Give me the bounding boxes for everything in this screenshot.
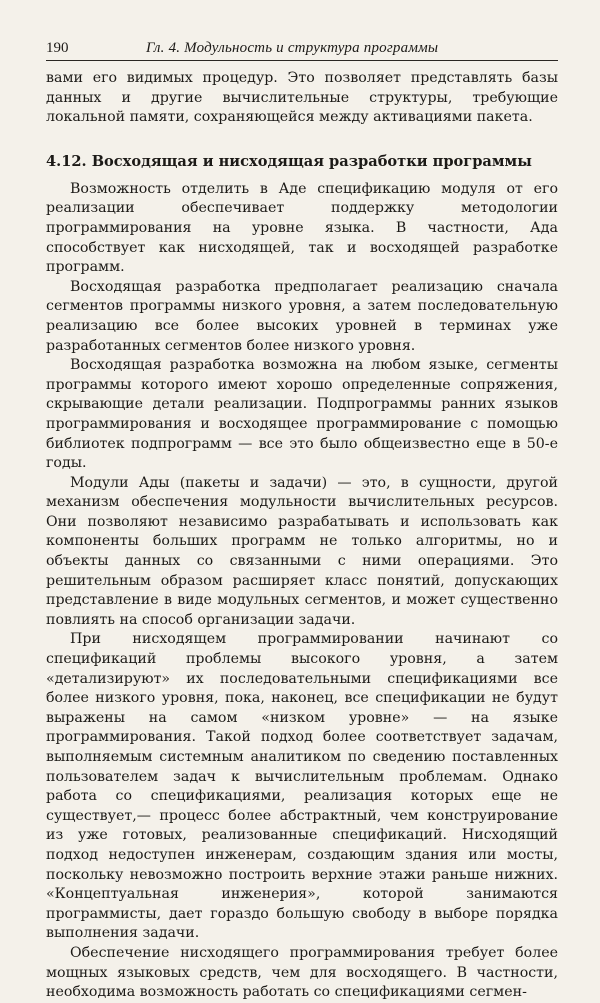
book-page (46, 40, 558, 1003)
paragraph: Восходящая разработка возможна на любом языке, сегменты программы которого имеют хорошо определенные сопряжения, скрывающие детали реализации. Подпрограммы ранних языков программирования и восходящее программирование с помощью библиотек подпрограмм — все это было общеизвестно еще в 50-е годы. (46, 357, 558, 472)
paragraph: При нисходящем программировании начинают со спецификаций проблемы высокого уровня, а затем «детализируют» их последовательными спецификациями все более низкого уровня, пока, наконец, все спецификации не будут выражены на самом «низком уровне» — на языке программирования. Такой подход более соответствует задачам, выполняемым системным аналитиком по сведению поставленных пользователем задач к вычислительным проблемам. Однако работа со спецификациями, реализация которых еще не существует,— процесс более абстрактный, чем конструирование из уже готовых, реализованные спецификаций. Нисходящий подход недоступен инженерам, создающим здания или мосты, поскольку невозможно построить верхние этажи раньше нижних. «Концептуальная инженерия», которой занимаются программисты, дает гораздо большую свободу в выборе порядка выполнения задачи. (46, 631, 558, 942)
paragraph: Модули Ады (пакеты и задачи) — это, в сущности, другой механизм обеспечения модульности вычислительных ресурсов. Они позволяют независимо разрабатывать и использовать как компоненты больших программ не только алгоритмы, но и объекты данных со связанными с ними операциями. Это решительным образом расширяет класс понятий, допускающих представление в виде модульных сегментов, и может существенно повлиять на способ организации задачи. (46, 474, 558, 628)
section-heading: 4.12. Восходящая и нисходящая разработки программы (46, 152, 532, 170)
page-number: 190 (46, 40, 69, 56)
running-header (46, 40, 558, 61)
body-text (46, 69, 558, 1003)
paragraph: Восходящая разработка предполагает реализацию сначала сегментов программы низкого уровня, а затем последовательную реализацию все более высоких уровней в терминах уже разработанных сегментов более низкого уровня. (46, 278, 558, 354)
chapter-title: Гл. 4. Модульность и структура программы (146, 40, 439, 56)
paragraph: Возможность отделить в Аде спецификацию модуля от его реализации обеспечивает поддержку методологии программирования на уровне языка. В частности, Ада способствует как нисходящей, так и восходящей разработке программ. (46, 180, 558, 276)
continuation-paragraph: вами его видимых процедур. Это позволяет представлять базы данных и другие вычислительные структуры, требующие локальной памяти, сохраняющейся между активациями пакета. (46, 70, 558, 126)
paragraph: Обеспечение нисходящего программирования требует более мощных языковых средств, чем для восходящего. В частности, необходима возможность работать со спецификациями сегмен- (46, 944, 558, 1001)
